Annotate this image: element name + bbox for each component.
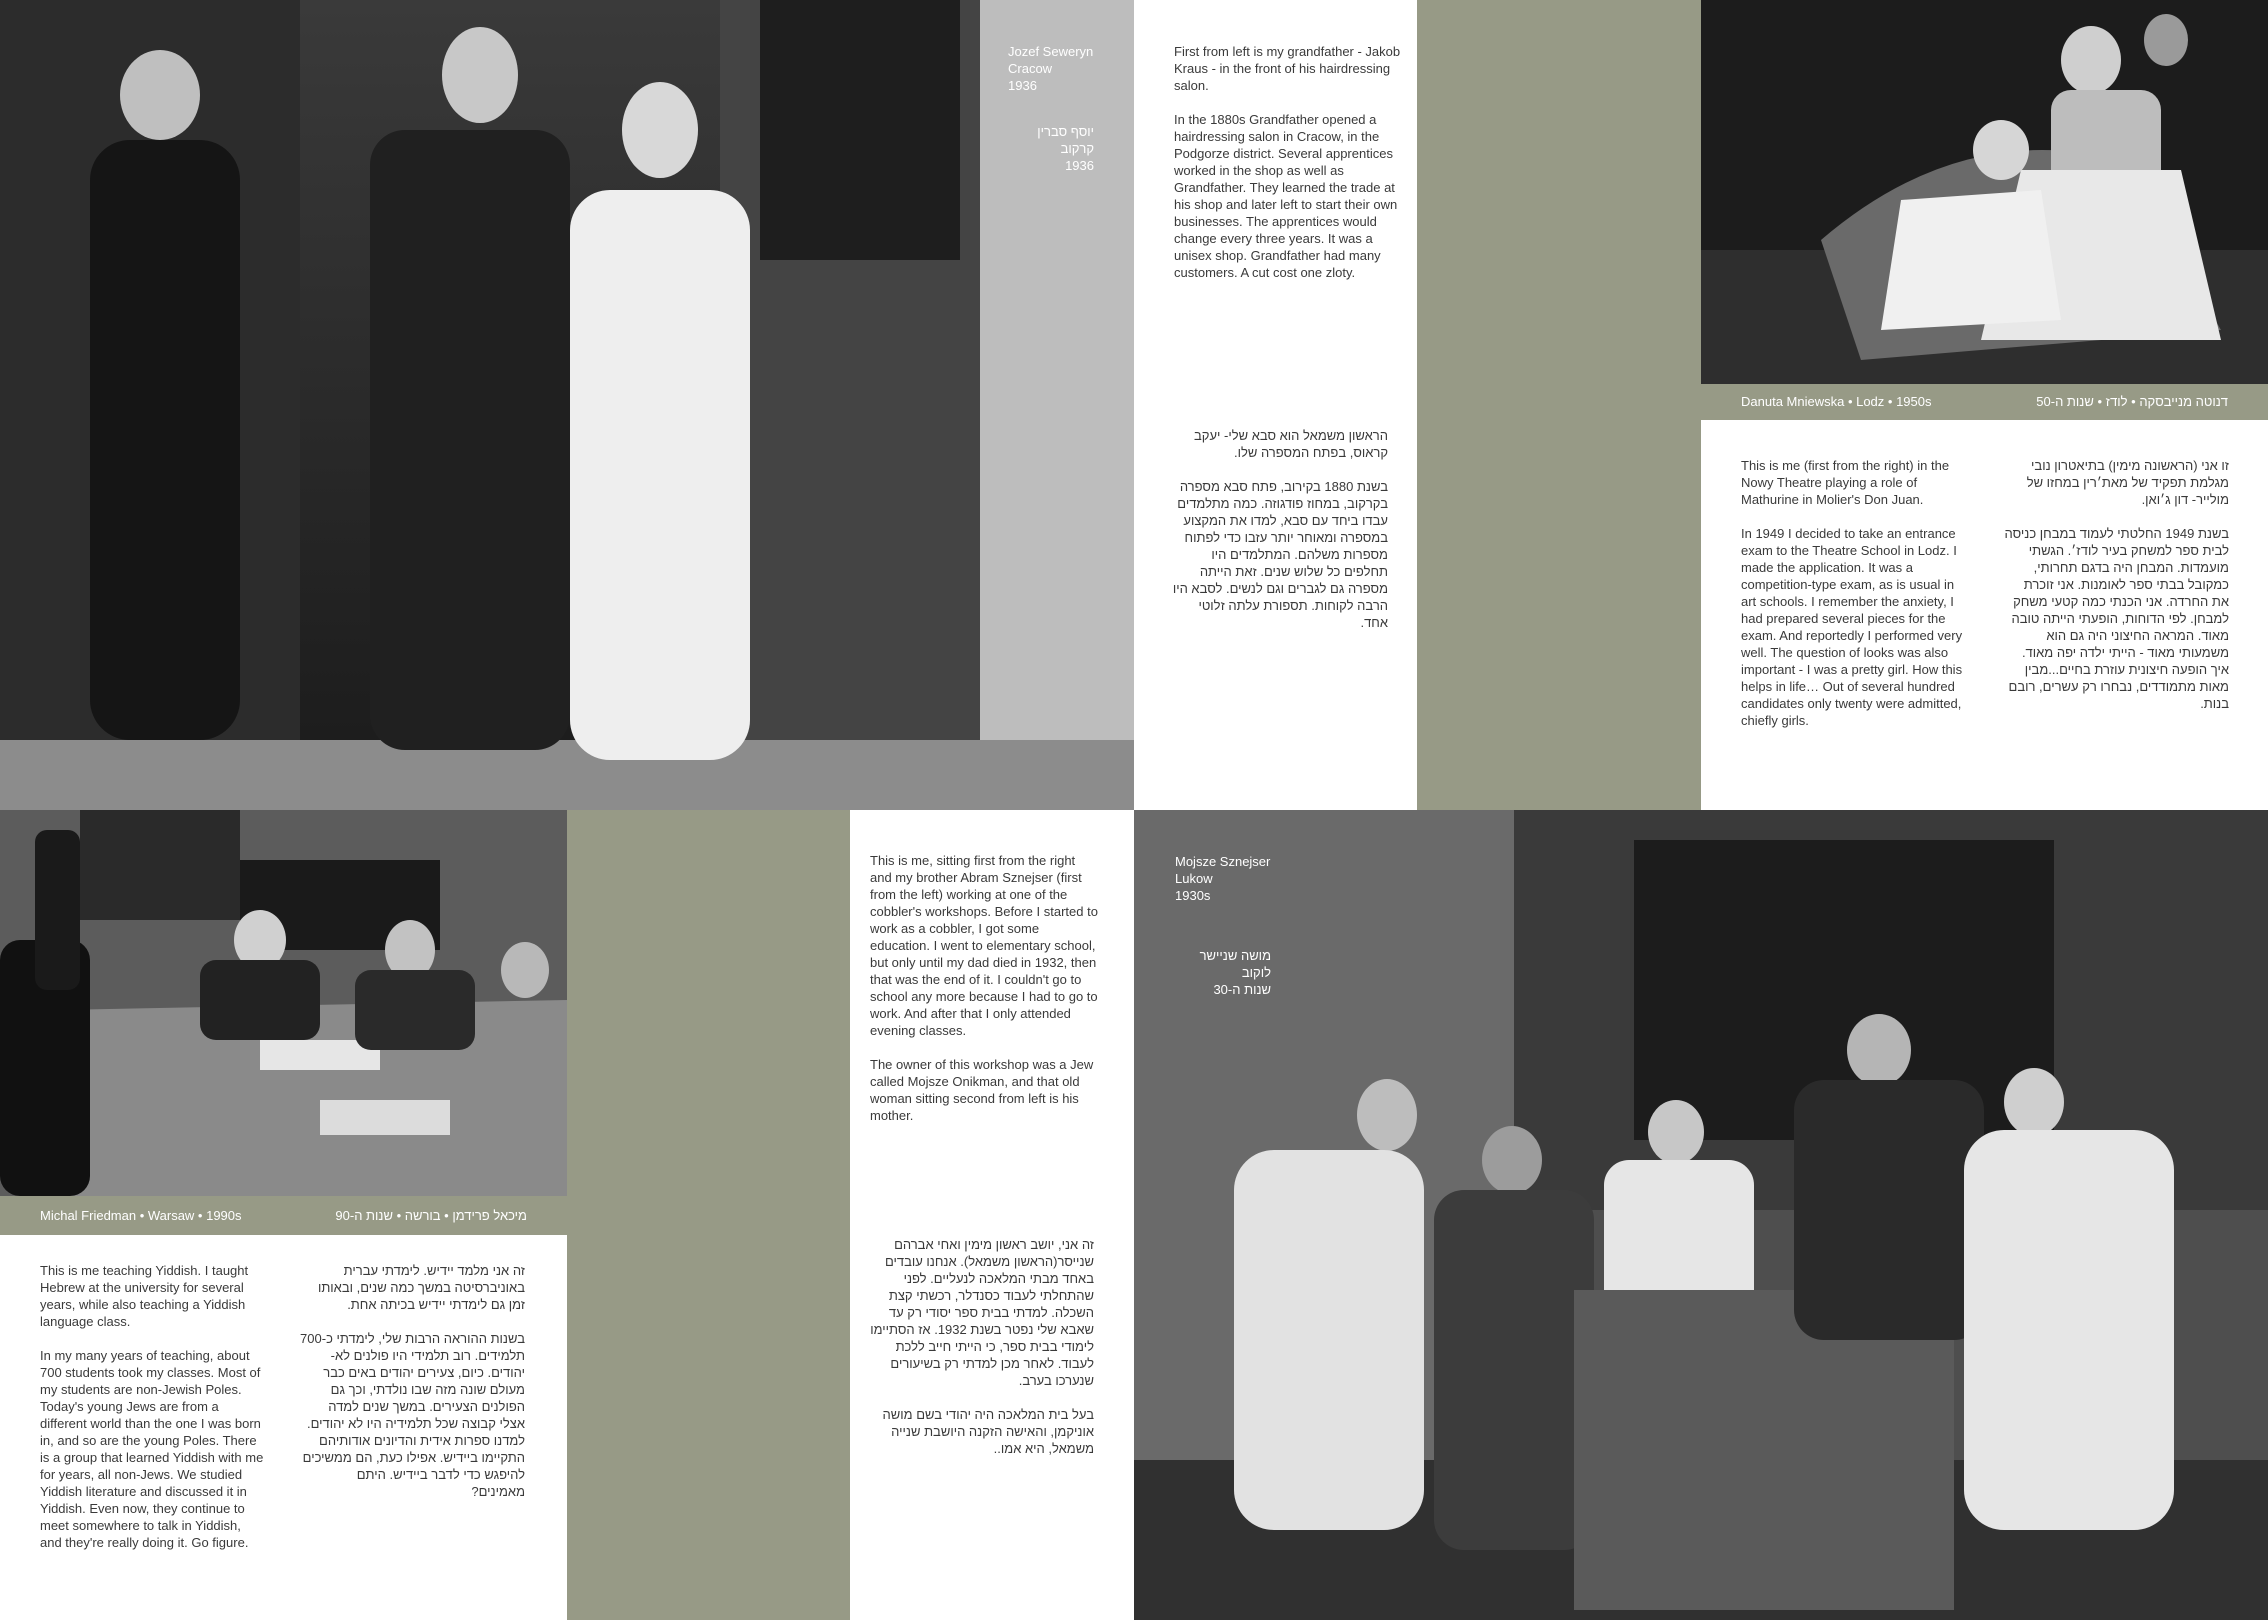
cobbler-caption-en: Mojsze Sznejser Lukow 1930s — [1175, 854, 1271, 903]
theatre-caption-he: דנוטה מנייבסקה • לודז • שנות ה-50 — [2036, 394, 2228, 409]
cobbler-caption-he: מושה שניישר לוקוב שנות ה-30 — [1199, 948, 1271, 997]
cobbler-text-en: This is me, sitting first from the right and my brother Abram Sznejser (first from the left) working at one of the cobbler's workshops. Before I started to work as a cobbler, I got some education. I went to elementary school, but only until my dad died in 1932, then that was the end of it. I couldn't go to school any more because I had to go to work. And after that I only attended evening classes. The owner of this workshop was a Jew called Mojsze Onikman, and that old woman sitting second from left is his mother. — [870, 853, 1098, 1123]
salon-caption-en: Jozef Seweryn Cracow 1936 — [1008, 44, 1094, 93]
yiddish-caption-he: מיכאל פרידמן • בורשה • שנות ה-90 — [335, 1208, 527, 1223]
theatre-photo-icon — [1701, 0, 2268, 384]
barbershop-photo — [0, 0, 1134, 810]
classroom-photo-icon — [0, 810, 567, 1196]
yiddish-text-en: This is me teaching Yiddish. I taught Hebrew at the university for several years, while also teaching a Yiddish language class. In my many years of teaching, about 700 students took my classes. Most of my students are non-Jewish Poles. Today's young Jews are from a different world than the one I was born in, and so are the young Poles. There is a group that learned Yiddish with me for years, all non-Jews. We studied Yiddish literature and discussed it in Yiddish. Even now, they continue to meet somewhere to talk in Yiddish, and they're really doing it. Go figure. — [40, 1263, 264, 1550]
theatre-text-en: This is me (first from the right) in the Nowy Theatre playing a role of Mathurine in Molier's Don Juan. In 1949 I decided to take an entrance exam to the Theatre School in Lodz. I made the application. It was a competition-type exam, as is usual in art schools. I remember the anxiety, I had prepared several pieces for the exam. And reportedly I performed very well. The question of looks was also important - I was a pretty girl. How this helps in life… Out of several hundred candidates only twenty were admitted, chiefly girls. — [1741, 458, 1963, 728]
sage-column-top — [1417, 0, 1701, 810]
yiddish-caption-en: Michal Friedman • Warsaw • 1990s — [40, 1208, 242, 1223]
theatre-text-he: זו אני (הראשונה מימין) בתיאטרון נובי מגלמת תפקיד של מאת׳רין במחזו של מולייר- דון ג׳ואן. בשנת 1949 החלטתי לעמוד במבחן כניסה לבית ספר למשחק בעיר לודז׳. הגשתי מועמדות. המבחן היה בדגם תחרותי, כמקובל בבתי ספר לאומנות. אני זוכרת את החרדה. אני הכנתי כמה קטעי משחק למבחן. לפי הדוחות, הופעתי הייתה טובה מאוד. המראה החיצוני היה גם הוא משמעותי מאוד - הייתי ילדה יפה מאוד. איך הופעה חיצונית עוזרת בחיים...מבין מאות מתמודדים, נבחרו רק עשרים, רובם בנות. — [2004, 458, 2229, 711]
cobbler-photo — [1134, 810, 2268, 1620]
sage-column-bottom — [567, 810, 850, 1620]
barbershop-photo-icon — [0, 0, 1134, 810]
cobbler-text-he: זה אני, יושב ראשון מימין ואחי אברהם שנייסר(הראשון משמאל). אנחנו עובדים באחד מבתי המלאכה לנעליים. לפני שהתחלתי לעבוד כסנדלר, רכשתי קצת השכלה. למדתי בבית ספר יסודי רק עד שאבא שלי נפטר בשנת 1932. אז הסתיימו לימודי בבית ספר, כי הייתי חייב ללכת לעבוד. לאחר מכן למדתי רק בשיעורים שנערכו בערב. בעל בית המלאכה היה יהודי בשם מושה אוניקמן, והאישה הזקנה היושבת שנייה משמאל, היא אמו.. — [870, 1237, 1094, 1456]
salon-text-he: הראשון משמאל הוא סבא שלי- יעקב קראוס, בפתח המספרה שלו. בשנת 1880 בקירוב, פתח סבא מספרה בקרקוב, במחוז פודגוזה. כמה מתלמדים עבדו ביחד עם סבא, למדו את המקצוע במספרה ומאוחר יותר עזבו כדי לפתוח מספרות משלהם. המתלמדים היו תחלפים כל שלוש שנים. זאת הייתה מספרה גם לגברים וגם לנשים. לסבא היו הרבה לקוחות. תספורת עלתה זלוטי אחד. — [1172, 428, 1388, 630]
cobbler-photo-icon — [1134, 810, 2268, 1620]
yiddish-caption-bar — [0, 1196, 567, 1235]
theatre-photo — [1701, 0, 2268, 384]
theatre-caption-bar — [1701, 384, 2268, 420]
salon-caption-he: יוסף סברין קרקוב 1936 — [1037, 124, 1094, 173]
salon-text-en: First from left is my grandfather - Jakob Kraus - in the front of his hairdressing salon. In the 1880s Grandfather opened a hairdressing salon in Cracow, in the Podgorze district. Several apprentices worked in the shop as well as Grandfather. They learned the trade at his shop and later left to start their own businesses. The apprentices would change every three years. It was a unisex shop. Grandfather had many customers. A cut cost one zloty. — [1174, 44, 1401, 280]
yiddish-text-he: זה אני מלמד יידיש. לימדתי עברית באוניברסיטה במשך כמה שנים, ובאותו זמן גם לימדתי יידיש בכיתה אחת. בשנות ההוראה הרבות שלי, לימדתי כ-700 תלמידים. רוב תלמידי היו פולנים לא- יהודים. כיום, צעירים יהודים באים כבר מעולם שונה מזה שבו נולדתי, וכך גם הפולנים הצעירים. במשך שנים למדה אצלי קבוצה שכל תלמידיה היו לא יהודים. למדנו ספרות אידית והדיונים אודותיהם התקיימו ביידיש. אפילו כעת, הם ממשיכים להיפגש כדי לדבר ביידיש. היתם מאמינים? — [300, 1263, 525, 1499]
classroom-photo — [0, 810, 567, 1196]
theatre-caption-en: Danuta Mniewska • Lodz • 1950s — [1741, 394, 1932, 409]
